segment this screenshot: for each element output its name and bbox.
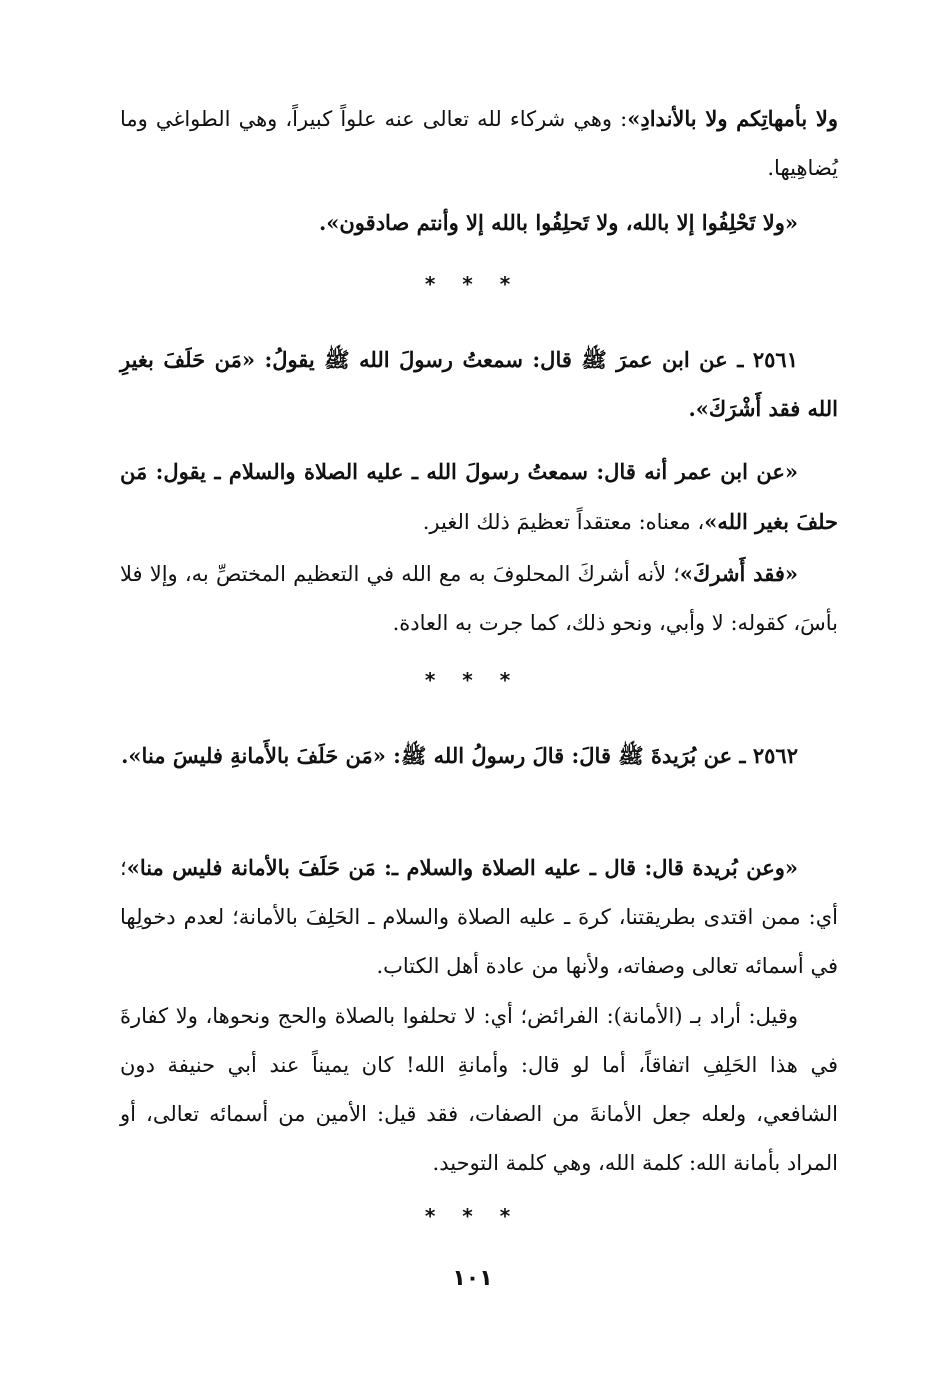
section-separator: * * * (424, 1204, 521, 1228)
hadith-2561-commentary-1 (120, 447, 838, 547)
section-separator: * * * (424, 668, 521, 692)
hadith-2562-commentary-1-explanation: ؛ أي: ممن اقتدى بطريقتنا، كرهَ ـ عليه الصلاة والسلام ـ الحَلِفَ بالأمانة؛ لعدم دخولِها في أسمائه تعالى وصفاته، ولأنها من عادة أهل الكتاب. (120, 856, 838, 978)
hadith-2562-commentary-1 (120, 843, 838, 991)
hadith-2561-commentary-1-quote: «عن ابن عمر أنه قال: سمعتُ رسولَ الله ـ عليه الصلاة والسلام ـ يقول: مَن حلفَ بغير الله» (120, 459, 838, 534)
intro-commentary: : وهي شركاء لله تعالى عنه علواً كبيراً، وهي الطواغي وما يُضاهِيها. (120, 107, 838, 180)
intro-hadith-quote: «ولا تَحْلِفُوا إلا بالله، ولا تَحلِفُوا بالله إلا وأنتم صادقون». (318, 210, 798, 235)
hadith-2562-commentary-2: وقيل: أراد بـ (الأمانة): الفرائض؛ أي: لا تحلفوا بالصلاة والحج ونحوها، ولا كفارةَ في هذا الحَلِفِ اتفاقاً، أما لو قال: وأمانةِ الله! كان يميناً عند أبي حنيفة دون الشافعي، ولعله جعل الأمانةَ من الصفات، فقد قيل: الأمين من أسمائه تعالى، أو المراد بأمانة الله: كلمة الله، وهي كلمة التوحيد. (120, 1004, 838, 1175)
hadith-2561-commentary-2-quote: «فقد أَشركَ» (679, 561, 798, 586)
hadith-2561-text: ٢٥٦١ ـ عن ابن عمرَ ﷺ قال: سمعتُ رسولَ الله ﷺ يقولُ: «مَن حَلَفَ بغيرِ الله فقد أَشْرَكَ». (120, 347, 838, 421)
hadith-2561-commentary-1-explanation: ، معناه: معتقداً تعظيمَ ذلك الغير. (422, 510, 705, 534)
hadith-2561-commentary-2 (120, 549, 838, 648)
hadith-2561-commentary-2-explanation: ؛ لأنه أشركَ المحلوفَ به مع الله في التعظيم المختصِّ به، وإلا فلا بأسَ، كقوله: لا وأبي، ونحو ذلك، كما جرت به العادة. (120, 562, 838, 635)
section-separator: * * * (424, 272, 521, 296)
hadith-2562-commentary-1-quote: «وعن بُريدة قال: قال ـ عليه الصلاة والسلام ـ: مَن حَلَفَ بالأمانة فليس منا» (126, 855, 798, 880)
hadith-2562-text: ٢٥٦٢ ـ عن بُرَيدةَ ﷺ قالَ: قالَ رسولُ الله ﷺ: «مَن حَلَفَ بالأَمانةِ فليسَ منا». (121, 743, 798, 768)
intro-quote-bold: ولا بأمهاتِكم ولا بالأندادِ» (627, 106, 839, 131)
intro-paragraph (120, 94, 838, 193)
page-number: ١٠١ (452, 1266, 493, 1291)
